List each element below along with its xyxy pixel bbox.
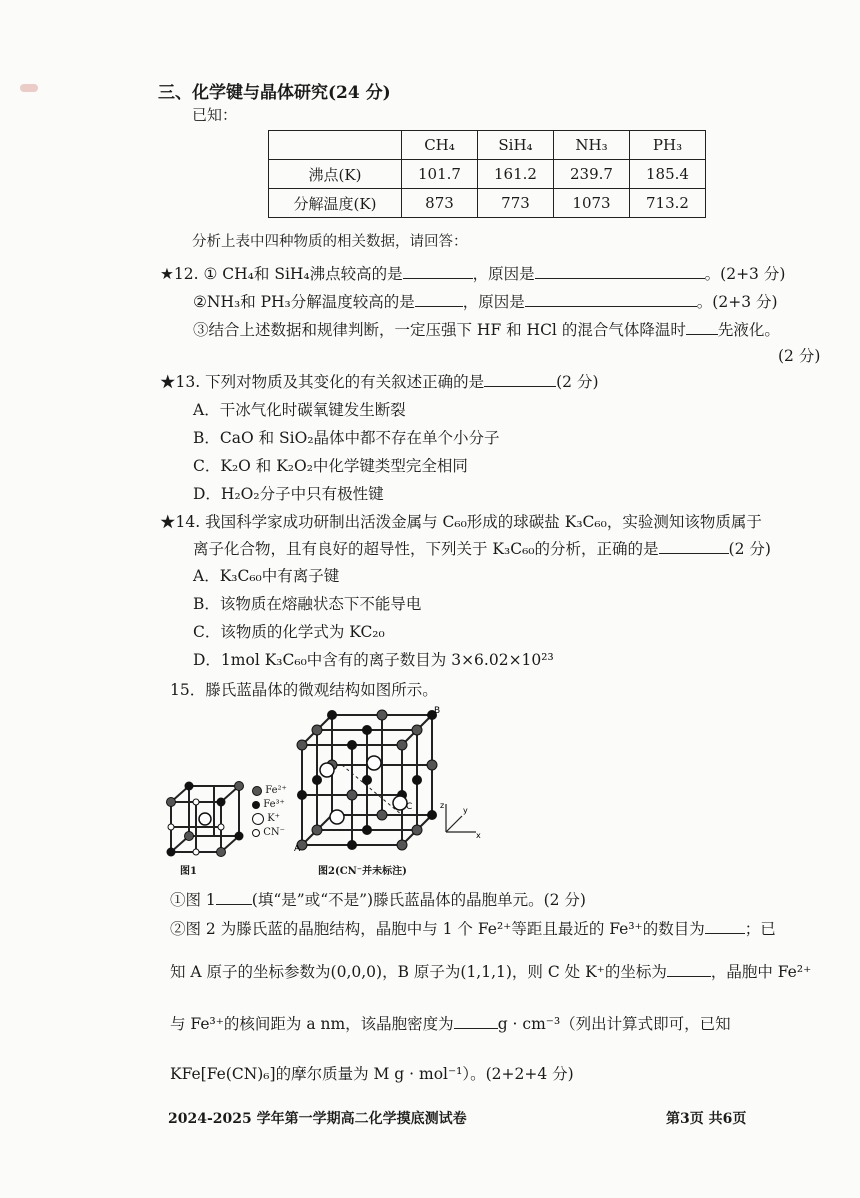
- q13-score: (2 分): [556, 373, 599, 391]
- point-c-label: C: [406, 802, 413, 812]
- q14-stem1: 我国科学家成功研制出活泼金属与 C₆₀形成的球碳盐 K₃C₆₀，实验测知该物质属于: [205, 513, 762, 531]
- table-row-label: 沸点(K): [269, 160, 402, 189]
- q15-s3: [170, 960, 811, 982]
- answer-blank[interactable]: [525, 291, 697, 308]
- q13-option-b: B．CaO 和 SiO₂晶体中都不存在单个小分子: [193, 429, 500, 447]
- q14-score: (2 分): [728, 540, 771, 558]
- q14-option-c: C．该物质的化学式为 KC₂₀: [193, 623, 385, 641]
- q12-number: ★12.: [160, 265, 199, 283]
- table-header-cell: SiH₄: [478, 131, 554, 160]
- analyze-instruction: 分析上表中四种物质的相关数据，请回答：: [192, 234, 468, 250]
- data-table: [268, 130, 706, 218]
- q15-s2-tail: ；已: [744, 920, 776, 938]
- table-header-cell: CH₄: [402, 131, 478, 160]
- footer-page-number: 第3页 共6页: [666, 1111, 747, 1127]
- q15-s4: [170, 1012, 731, 1034]
- q12-s1-text: ① CH₄和 SiH₄沸点较高的是: [203, 265, 403, 283]
- answer-blank[interactable]: [454, 1013, 498, 1030]
- figure-1-caption: 图1: [180, 866, 197, 877]
- legend-item: [252, 826, 287, 840]
- q14-number: ★14.: [160, 513, 201, 531]
- table-row-label: 分解温度(K): [269, 189, 402, 218]
- q12-s3-score: (2 分): [778, 347, 821, 365]
- q14-stem2: 离子化合物，且有良好的超导性，下列关于 K₃C₆₀的分析，正确的是: [193, 540, 659, 558]
- q15-s3-tail: ，晶胞中 Fe²⁺: [710, 963, 812, 981]
- q15-s4-text: 与 Fe³⁺的核间距为 a nm，该晶胞密度为: [170, 1015, 454, 1033]
- point-a-label: A: [294, 844, 301, 854]
- legend-label: Fe²⁺: [265, 785, 287, 796]
- table-cell: 161.2: [478, 160, 554, 189]
- q14-option-b: B．该物质在熔融状态下不能导电: [193, 595, 422, 613]
- legend-label: K⁺: [267, 813, 280, 824]
- given-label: 已知：: [192, 106, 238, 124]
- q13-stem-text: 下列对物质及其变化的有关叙述正确的是: [205, 373, 485, 391]
- q13-option-a: A．干冰气化时碳氧键发生断裂: [193, 401, 406, 419]
- table-cell: 101.7: [402, 160, 478, 189]
- cn-marker-icon: [252, 829, 260, 837]
- table-header-cell: PH₃: [630, 131, 706, 160]
- table-cell: 239.7: [554, 160, 630, 189]
- answer-blank[interactable]: [659, 538, 729, 555]
- answer-blank[interactable]: [484, 371, 556, 388]
- q12-s2-text: ②NH₃和 PH₃分解温度较高的是: [193, 293, 415, 311]
- q15-s3-text: 知 A 原子的坐标参数为(0,0,0)，B 原子为(1,1,1)，则 C 处 K⁺的坐标为: [170, 963, 667, 981]
- axis-y-label: y: [463, 806, 468, 815]
- q15-s2: [170, 917, 776, 939]
- q12-s2-score: 。(2+3 分): [696, 293, 778, 311]
- table-cell: 873: [402, 189, 478, 218]
- legend-item: [252, 784, 287, 798]
- table-row: [269, 189, 706, 218]
- legend-label: CN⁻: [263, 827, 285, 838]
- footer-exam-title: 2024-2025 学年第一学期高二化学摸底测试卷: [168, 1111, 467, 1127]
- answer-blank[interactable]: [686, 319, 718, 336]
- section-title: 三、化学键与晶体研究(24 分): [158, 83, 391, 103]
- table-cell: 185.4: [630, 160, 706, 189]
- answer-blank[interactable]: [216, 889, 252, 906]
- q13-stem: [160, 370, 599, 392]
- legend-label: Fe³⁺: [263, 799, 285, 810]
- table-cell: 1073: [554, 189, 630, 218]
- q15-stem: 15．滕氏蓝晶体的微观结构如图所示。: [170, 681, 438, 699]
- k-marker-icon: [252, 813, 264, 825]
- table-header-cell: NH₃: [554, 131, 630, 160]
- q15-s5: KFe[Fe(CN)₆]的摩尔质量为 M g · mol⁻¹）。(2+2+4 分): [170, 1065, 574, 1083]
- answer-blank[interactable]: [415, 291, 463, 308]
- axis-z-label: z: [440, 801, 445, 810]
- q12-line2: [193, 290, 778, 312]
- figure-1-cube: [165, 780, 250, 865]
- q15-s1-tail: (填“是”或“不是”)滕氏蓝晶体的晶胞单元。(2 分): [251, 891, 586, 909]
- q12-s1-reason: ，原因是: [472, 265, 535, 283]
- coordinate-axes: [440, 800, 482, 840]
- answer-blank[interactable]: [705, 918, 745, 935]
- legend-item: [252, 798, 287, 812]
- q14-stem-line1: [160, 510, 762, 532]
- q12-s3-tail: 先液化。: [717, 321, 780, 339]
- figure-2-cube: [292, 705, 445, 855]
- table-row: [269, 160, 706, 189]
- q14-option-d: D．1mol K₃C₆₀中含有的离子数目为 3×6.02×10²³: [193, 651, 554, 669]
- figure-legend: [252, 784, 287, 840]
- q15-s1: [170, 888, 586, 910]
- q12-line3: [193, 318, 780, 340]
- q12-line1: [160, 262, 785, 284]
- point-b-label: B: [434, 706, 441, 716]
- q12-s1-score: 。(2+3 分): [704, 265, 786, 283]
- answer-blank[interactable]: [535, 263, 705, 280]
- fe2-marker-icon: [252, 786, 262, 796]
- q13-option-d: D．H₂O₂分子中只有极性键: [193, 485, 384, 503]
- q15-s1-text: ①图 1: [170, 891, 216, 909]
- axis-x-label: x: [476, 831, 481, 840]
- q12-s3-text: ③结合上述数据和规律判断，一定压强下 HF 和 HCl 的混合气体降温时: [193, 321, 686, 339]
- answer-blank[interactable]: [667, 961, 711, 978]
- page-smudge: [20, 84, 38, 92]
- table-cell: 773: [478, 189, 554, 218]
- q14-stem-line2: [193, 537, 771, 559]
- q15-s2-text: ②图 2 为滕氏蓝的晶胞结构，晶胞中与 1 个 Fe²⁺等距且最近的 Fe³⁺的数目为: [170, 920, 705, 938]
- q15-s4-tail: g · cm⁻³（列出计算式即可，已知: [497, 1015, 731, 1033]
- q14-option-a: A．K₃C₆₀中有离子键: [193, 567, 340, 585]
- q13-number: ★13.: [160, 373, 201, 391]
- q13-option-c: C．K₂O 和 K₂O₂中化学键类型完全相同: [193, 457, 468, 475]
- figure-2-caption: 图2(CN⁻并未标注): [318, 866, 407, 877]
- table-cell: 713.2: [630, 189, 706, 218]
- fe3-marker-icon: [252, 801, 260, 809]
- answer-blank[interactable]: [403, 263, 473, 280]
- table-cell: [269, 131, 402, 160]
- q12-s2-reason: ，原因是: [462, 293, 525, 311]
- table-header-row: [269, 131, 706, 160]
- legend-item: [252, 812, 287, 826]
